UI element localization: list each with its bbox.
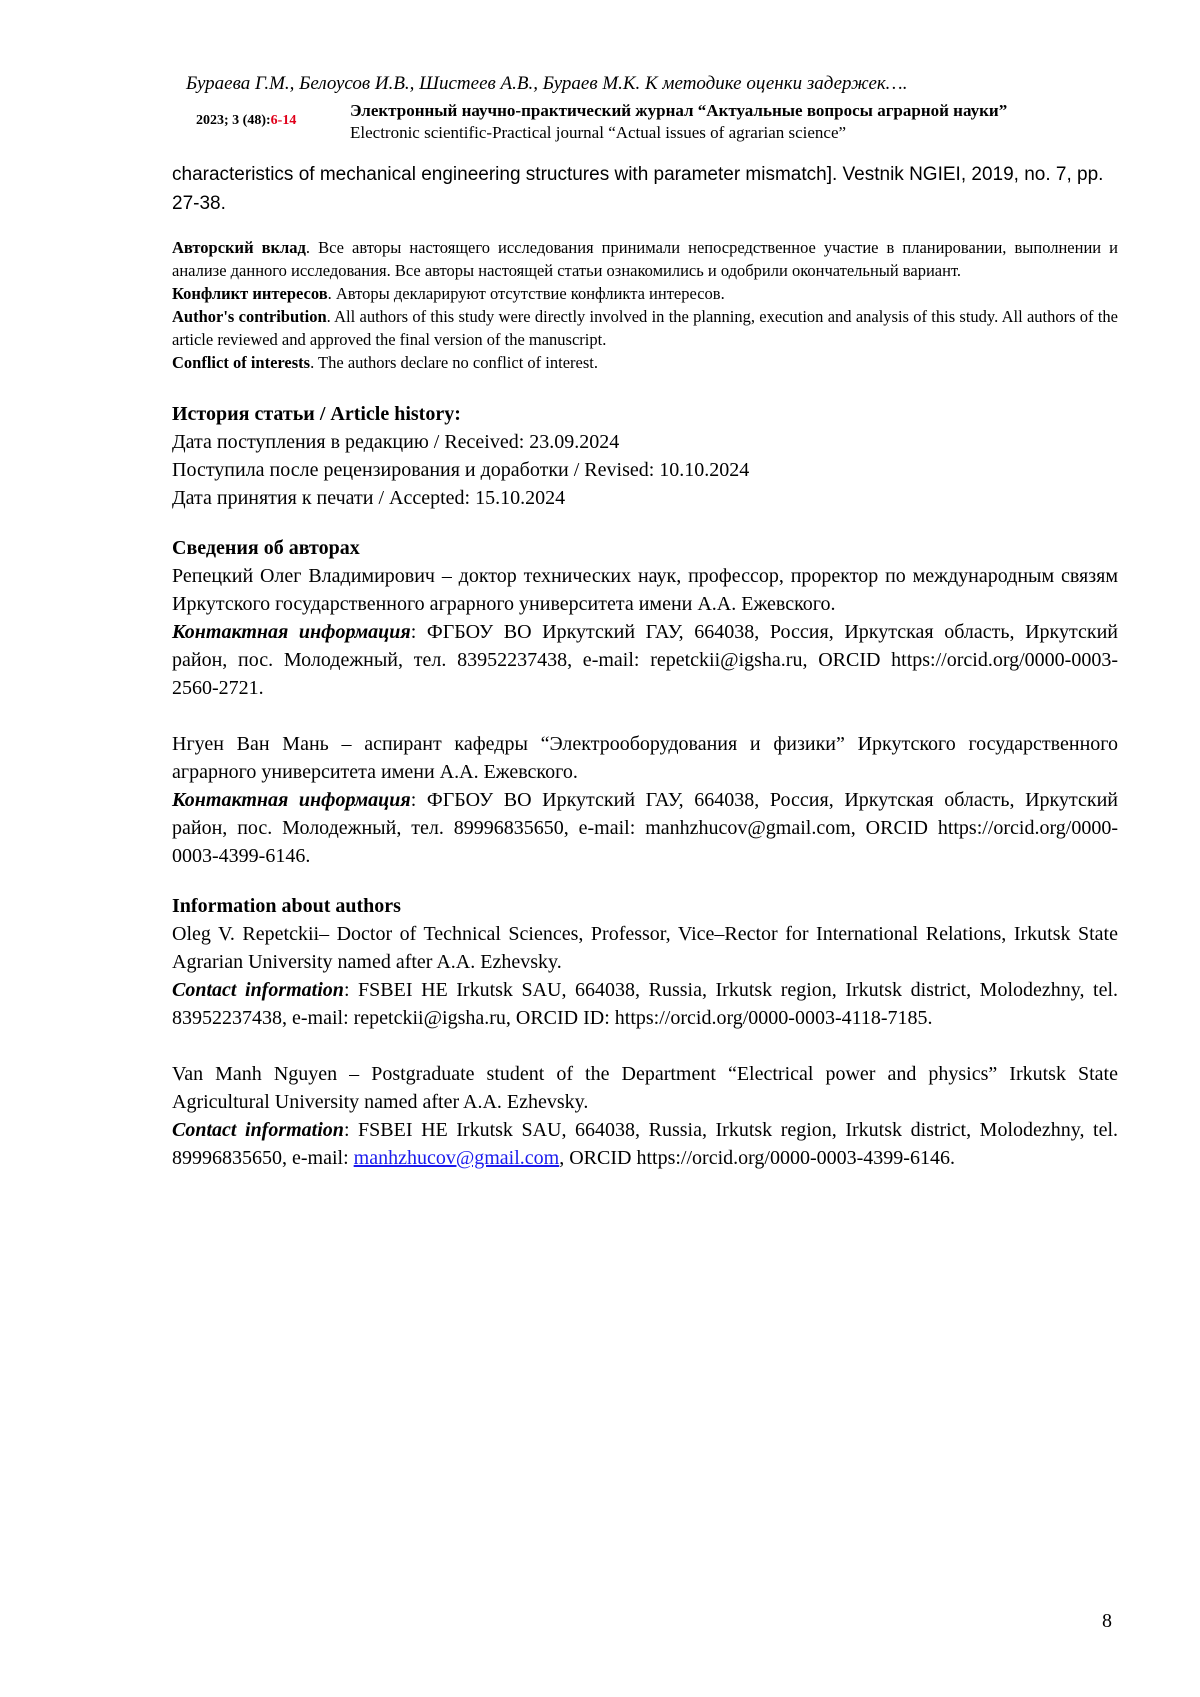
ru-contribution-text: . Все авторы настоящего исследования принимали непосредственное участие в планировании, выполнении и анализе данного исследования. Все авторы настоящей статьи ознакомились и одобрили окончательный вариант. <box>172 238 1118 280</box>
continued-reference: characteristics of mechanical engineering structures with parameter mismatch]. Vestnik NGIEI, 2019, no. 7, pp. 27-38. <box>172 160 1118 218</box>
authors-en-section <box>172 892 1118 1172</box>
contact-label: Contact information <box>172 1119 344 1141</box>
contributions-block <box>172 236 1118 374</box>
email-link[interactable]: manhzhucov@gmail.com <box>354 1147 560 1169</box>
journal-title-en: Electronic scientific-Practical journal “Actual issues of agrarian science” <box>350 123 846 143</box>
history-revised: Поступила после рецензирования и доработки / Revised: 10.10.2024 <box>172 456 1118 484</box>
en-contribution <box>172 305 1118 351</box>
ru-contribution-label: Авторский вклад <box>172 238 306 257</box>
author-en-1-contact <box>172 976 1118 1032</box>
history-title: История статьи / Article history: <box>172 400 1118 428</box>
header-authors-line: Бураева Г.М., Белоусов И.В., Шистеев А.В., Бураев М.К. К методике оценки задержек…. <box>186 72 907 96</box>
contact-label: Контактная информация <box>172 621 411 643</box>
page-number: 8 <box>1102 1610 1112 1633</box>
author-en-2-contact <box>172 1116 1118 1172</box>
authors-ru-title: Сведения об авторах <box>172 534 1118 562</box>
contact-label: Контактная информация <box>172 789 411 811</box>
issue-number: 2023; 3 (48): <box>196 113 271 128</box>
author-ru-1-bio: Репецкий Олег Владимирович – доктор технических наук, профессор, проректор по международным связям Иркутского государственного аграрного университета имени А.А. Ежевского. <box>172 562 1118 618</box>
authors-en-title: Information about authors <box>172 892 1118 920</box>
header-issue <box>196 113 296 129</box>
author-ru-1-contact <box>172 618 1118 702</box>
ru-contribution <box>172 236 1118 282</box>
author-en-2-contact-pre: : FSBEI HE Irkutsk SAU, 664038, Russia, Irkutsk region, Irkutsk district, Molodezhny, tel. 89996835650, e-mail: <box>172 1119 1118 1169</box>
history-received: Дата поступления в редакцию / Received: 23.09.2024 <box>172 428 1118 456</box>
author-ru-2-contact-text: : ФГБОУ ВО Иркутский ГАУ, 664038, Россия, Иркутская область, Иркутский район, пос. Молодежный, тел. 89996835650, e-mail: manhzhucov@gmail.com, ORCID https://orcid.org/0000-0003-4399-6146. <box>172 789 1118 867</box>
author-en-1-bio: Oleg V. Repetckii– Doctor of Technical Sciences, Professor, Vice–Rector for International Relations, Irkutsk State Agrarian University named after A.A. Ezhevsky. <box>172 920 1118 976</box>
contact-label: Contact information <box>172 979 344 1001</box>
spacer <box>172 702 1118 730</box>
authors-ru-section <box>172 534 1118 870</box>
author-ru-2-contact <box>172 786 1118 870</box>
en-conflict-text: . The authors declare no conflict of interest. <box>310 353 598 372</box>
author-en-2-contact-post: , ORCID https://orcid.org/0000-0003-4399-6146. <box>559 1147 955 1169</box>
issue-pages: 6-14 <box>271 113 297 128</box>
en-conflict <box>172 351 1118 374</box>
en-contribution-label: Author's contribution <box>172 307 327 326</box>
spacer <box>172 1032 1118 1060</box>
document-page <box>0 0 1200 1697</box>
article-history <box>172 400 1118 512</box>
en-conflict-label: Conflict of interests <box>172 353 310 372</box>
author-en-2-bio: Van Manh Nguyen – Postgraduate student of the Department “Electrical power and physics” Irkutsk State Agricultural University named after A.A. Ezhevsky. <box>172 1060 1118 1116</box>
history-accepted: Дата принятия к печати / Accepted: 15.10.2024 <box>172 484 1118 512</box>
author-ru-2-bio: Нгуен Ван Мань – аспирант кафедры “Электрооборудования и физики” Иркутского государственного аграрного университета имени А.А. Ежевского. <box>172 730 1118 786</box>
main-content <box>172 160 1118 1172</box>
en-contribution-text: . All authors of this study were directly involved in the planning, execution and analysis of this study. All authors of the article reviewed and approved the final version of the manuscript. <box>172 307 1118 349</box>
author-en-1-contact-text: : FSBEI HE Irkutsk SAU, 664038, Russia, Irkutsk region, Irkutsk district, Molodezhny, tel. 83952237438, e-mail: repetckii@igsha.ru, ORCID ID: https://orcid.org/0000-0003-4118-7185. <box>172 979 1118 1029</box>
ru-conflict-text: . Авторы декларируют отсутствие конфликта интересов. <box>328 284 725 303</box>
author-ru-1-contact-text: : ФГБОУ ВО Иркутский ГАУ, 664038, Россия, Иркутская область, Иркутский район, пос. Молодежный, тел. 83952237438, e-mail: repetckii@igsha.ru, ORCID https://orcid.org/0000-0003-2560-2721. <box>172 621 1118 699</box>
ru-conflict <box>172 282 1118 305</box>
ru-conflict-label: Конфликт интересов <box>172 284 328 303</box>
journal-title-ru: Электронный научно-практический журнал “Актуальные вопросы аграрной науки” <box>350 101 1007 121</box>
